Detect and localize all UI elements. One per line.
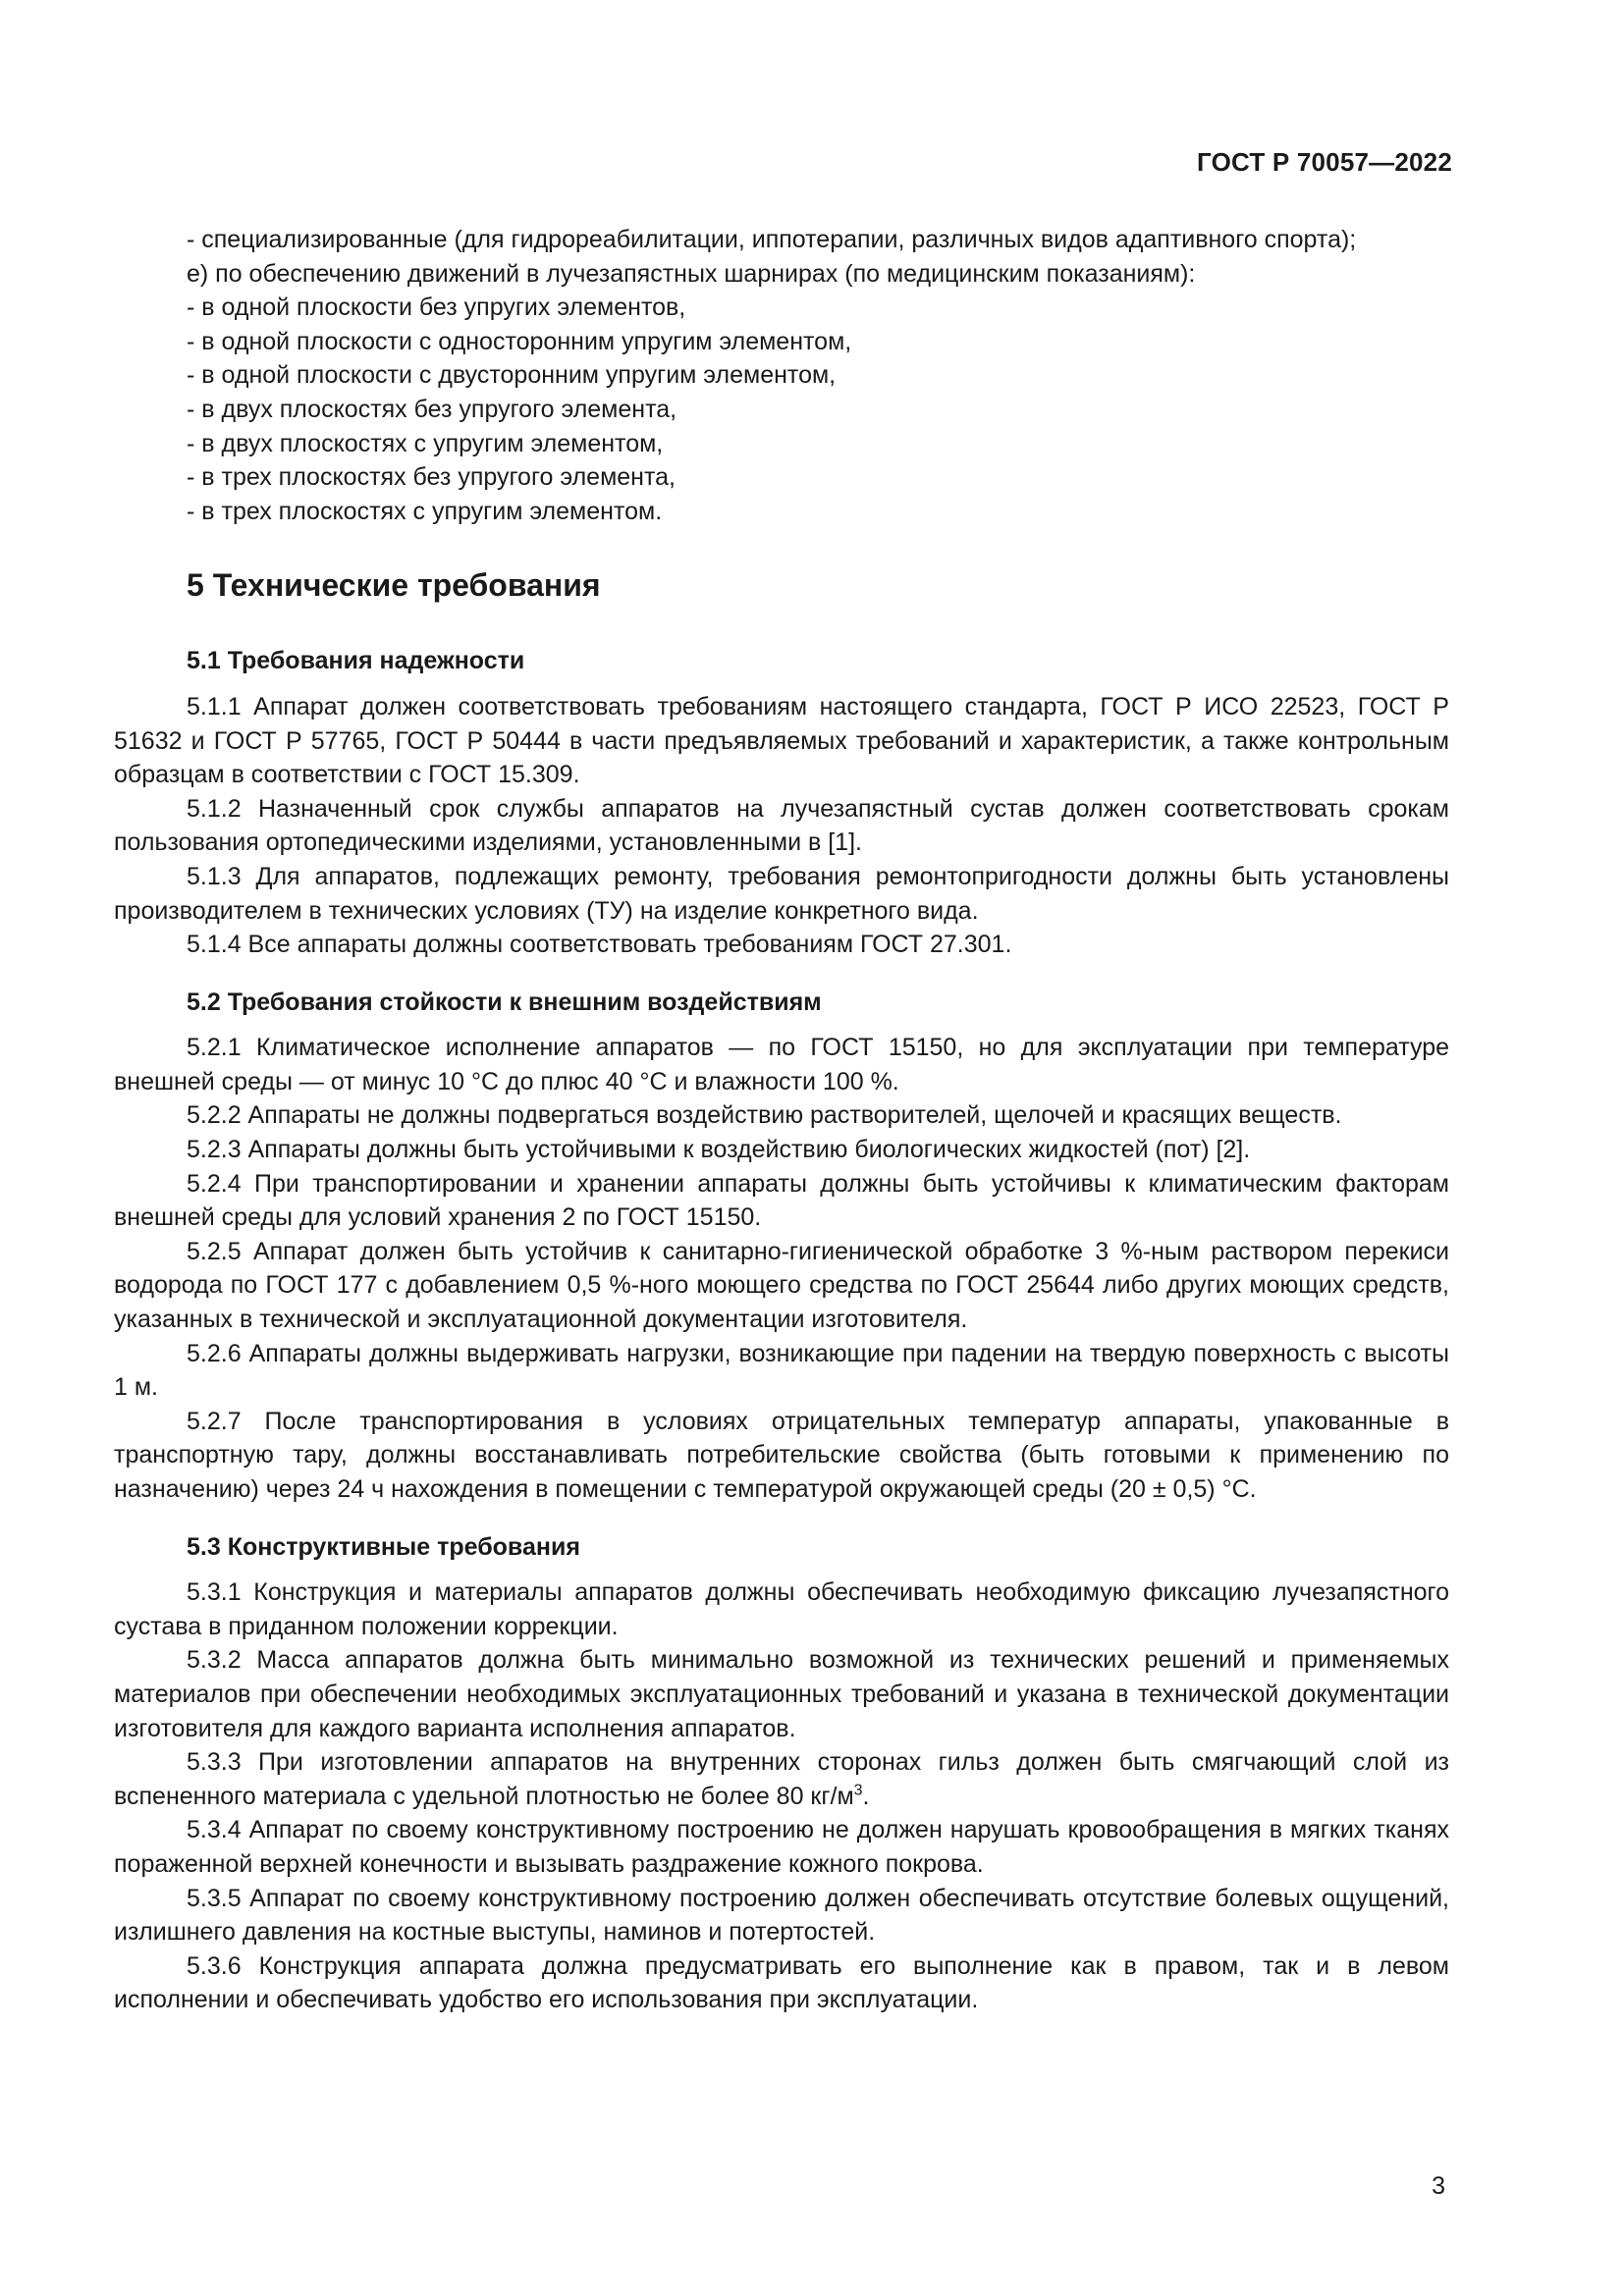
paragraph-5-2-2: 5.2.2 Аппараты не должны подвергаться воздействию растворителей, щелочей и красящих веществ. <box>187 1101 1342 1130</box>
standard-code-header: ГОСТ Р 70057—2022 <box>1197 147 1452 177</box>
paragraph-5-3-1: 5.3.1 Конструкция и материалы аппаратов должны обеспечивать необходимую фиксацию лучезапястного сустава в приданном положении коррекции. <box>114 1578 1449 1640</box>
paragraph-5-2-3: 5.2.3 Аппараты должны быть устойчивыми к воздействию биологических жидкостей (пот) [2]. <box>187 1136 1251 1164</box>
intro-paragraph: - специализированные (для гидрореабилитации, иппотерапии, различных видов адаптивного спорта); <box>187 226 1357 253</box>
subsection-5-3-heading: 5.3 Конструктивные требования <box>187 1532 580 1561</box>
paragraph-5-3-5: 5.3.5 Аппарат по своему конструктивному построению должен обеспечивать отсутствие болевых ощущений, излишнего давления на костные выступы, наминов и потертостей. <box>114 1884 1449 1947</box>
list-item: - в трех плоскостях без упругого элемента, <box>187 463 676 492</box>
section-5-heading: 5 Технические требования <box>187 567 601 604</box>
paragraph-5-2-6: 5.2.6 Аппараты должны выдерживать нагрузки, возникающие при падении на твердую поверхность с высоты 1 м. <box>114 1339 1449 1402</box>
paragraph-5-1-4: 5.1.4 Все аппараты должны соответствовать требованиям ГОСТ 27.301. <box>187 931 1012 959</box>
paragraph-5-1-1: 5.1.1 Аппарат должен соответствовать требованиям настоящего стандарта, ГОСТ Р ИСО 22523, ГОСТ Р 51632 и ГОСТ Р 57765, ГОСТ Р 50444 в части предъявляемых требований и характеристик, а также контрольным образцам в соответствии с ГОСТ 15.309. <box>114 692 1449 789</box>
paragraph-5-3-3-text: 5.3.3 При изготовлении аппаратов на внутренних сторонах гильз должен быть смягчающий слой из вспененного материала с удельной плотностью не более 80 кг/м <box>114 1748 1449 1810</box>
paragraph-5-2-7: 5.2.7 После транспортирования в условиях отрицательных температур аппараты, упакованные в транспортную тару, должны восстанавливать потребительские свойства (быть готовыми к применению по назначению) через 24 ч нахождения в помещении с температурой окружающей среды (20 ± 0,5) °С. <box>114 1407 1449 1503</box>
paragraph-5-3-6: 5.3.6 Конструкция аппарата должна предусматривать его выполнение как в правом, так и в левом исполнении и обеспечивать удобство его использования при эксплуатации. <box>114 1951 1449 2014</box>
paragraph-5-1-2: 5.1.2 Назначенный срок службы аппаратов на лучезапястный сустав должен соответствовать срокам пользования ортопедическими изделиями, установленными в [1]. <box>114 794 1449 857</box>
paragraph-5-2-1: 5.2.1 Климатическое исполнение аппаратов — по ГОСТ 15150, но для эксплуатации при температуре внешней среды — от минус 10 °С до плюс 40 °С и влажности 100 %. <box>114 1034 1449 1095</box>
list-item: - в одной плоскости с двусторонним упругим элементом, <box>187 361 837 390</box>
paragraph-5-2-5: 5.2.5 Аппарат должен быть устойчив к санитарно-гигиенической обработке 3 %-ным раствором перекиси водорода по ГОСТ 177 с добавлением 0,5 %-ного моющего средства по ГОСТ 25644 либо других моющих средств, указанных в технической и эксплуатационной документации изготовителя. <box>114 1237 1449 1334</box>
list-item: - в одной плоскости с односторонним упругим элементом, <box>187 327 852 355</box>
list-item: - в одной плоскости без упругих элементов, <box>187 294 686 322</box>
list-item: - в двух плоскостях без упругого элемента, <box>187 395 677 423</box>
paragraph-5-3-3-end: . <box>862 1782 870 1810</box>
paragraph-5-2-4: 5.2.4 При транспортировании и хранении аппараты должны быть устойчивы к климатическим факторам внешней среды для условий хранения 2 по ГОСТ 15150. <box>114 1169 1449 1232</box>
intro-list-heading: е) по обеспечению движений в лучезапястных шарнирах (по медицинским показаниям): <box>187 259 1196 288</box>
superscript-exponent: 3 <box>853 1782 863 1799</box>
document-body <box>114 223 1449 2017</box>
list-item: - в трех плоскостях с упругим элементом. <box>187 497 663 525</box>
paragraph-5-3-3 <box>114 1745 1449 1813</box>
paragraph-5-3-4: 5.3.4 Аппарат по своему конструктивному построению не должен нарушать кровообращения в мягких тканях пораженной верхней конечности и вызывать раздражение кожного покрова. <box>114 1816 1449 1878</box>
subsection-5-2-heading: 5.2 Требования стойкости к внешним воздействиям <box>187 988 822 1016</box>
paragraph-5-1-3: 5.1.3 Для аппаратов, подлежащих ремонту, требования ремонтопригодности должны быть установлены производителем в технических условиях (ТУ) на изделие конкретного вида. <box>114 862 1449 925</box>
list-item: - в двух плоскостях с упругим элементом, <box>187 429 664 457</box>
page-number: 3 <box>1432 2172 1445 2200</box>
subsection-5-1-heading: 5.1 Требования надежности <box>187 647 525 675</box>
paragraph-5-3-2: 5.3.2 Масса аппаратов должна быть минимально возможной из технических решений и применяемых материалов при обеспечении необходимых эксплуатационных требований и указана в технической документации изготовителя для каждого варианта исполнения аппаратов. <box>114 1646 1449 1742</box>
